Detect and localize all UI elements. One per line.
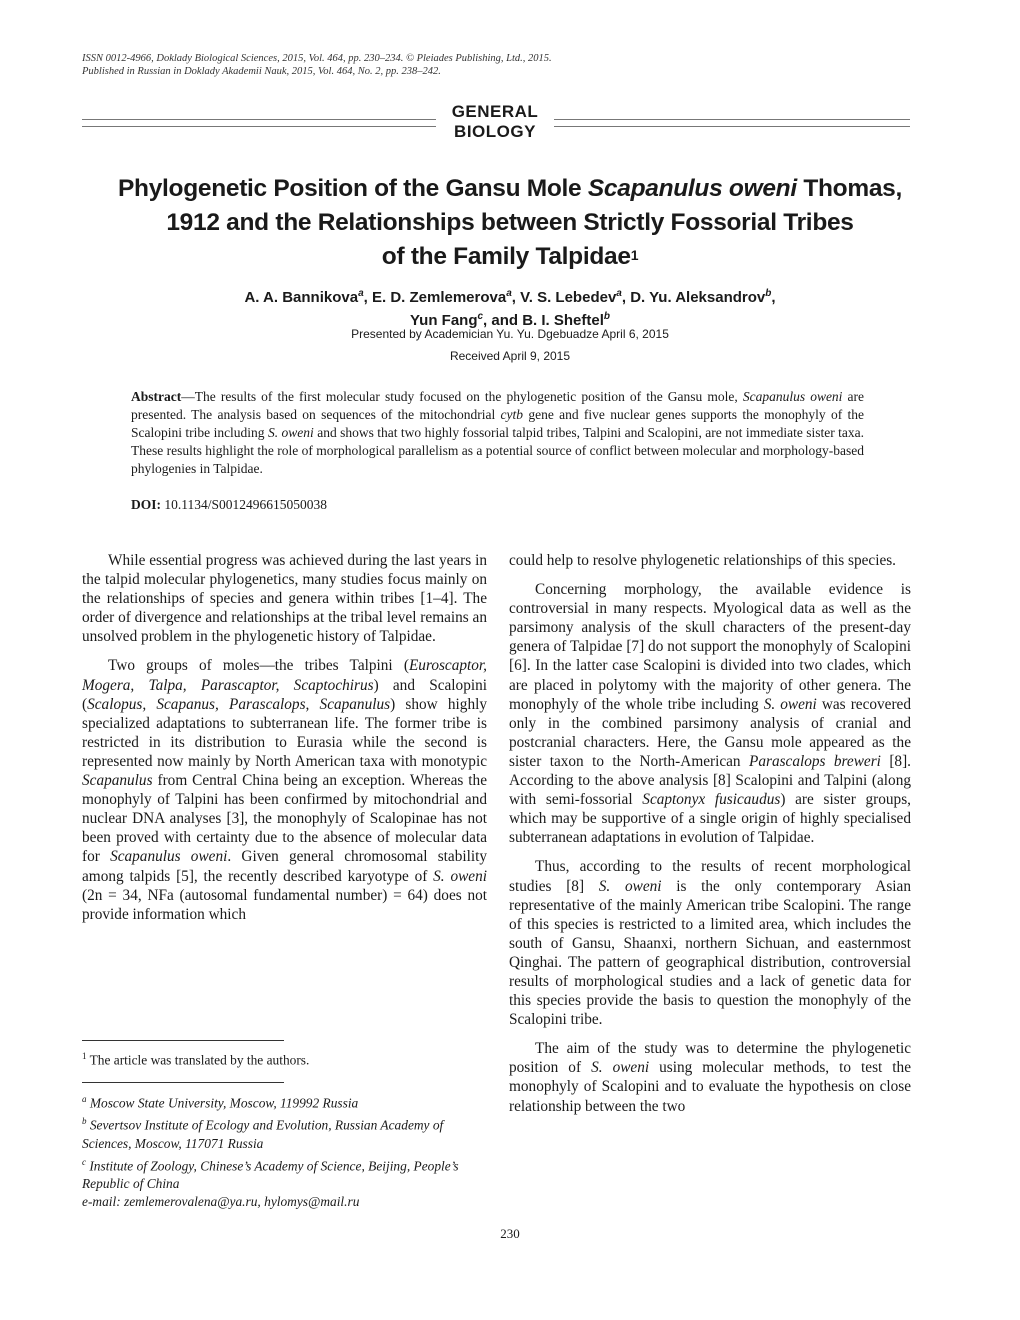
journal-header: [82, 52, 942, 78]
title-line-1: Phylogenetic Position of the Gansu Mole Scapanulus oweni Thomas,: [118, 175, 902, 202]
section-label: [442, 102, 548, 142]
section-label-line-1: GENERAL: [451, 102, 539, 121]
presented-by: Presented by Academician Yu. Yu. Dgebuadze April 6, 2015: [351, 327, 669, 341]
author: E. D. Zemlemerova$^a$,: [371, 288, 521, 306]
article-title: [60, 172, 960, 274]
author: A. A. Bannikova$^a$,: [244, 288, 372, 306]
page-number: 230: [500, 1226, 520, 1241]
body-column-right: [509, 551, 911, 1116]
author: D. Yu. Aleksandrov$^b$,: [630, 288, 776, 306]
title-line-3: of the Family Talpidae$^1$: [381, 243, 639, 270]
title-species: Scapanulus oweni: [587, 175, 797, 202]
abstract-label: Abstract: [131, 389, 182, 404]
author: Yun Fang$^c$, and: [409, 311, 523, 329]
affiliations: [82, 1090, 487, 1211]
journal-header-line-2: Published in Russian in Doklady Akademii Nauk, 2015, Vol. 464, No. 2, pp. 238–242.: [82, 66, 441, 77]
body-paragraph: The aim of the study was to determine the phylogenetic position of S. oweni using molecular methods, to test the monophyly of Scalopini and to evaluate the hypothesis on close relationship between the two: [509, 1040, 911, 1115]
section-rule-right: [554, 119, 910, 127]
section-rule-left: [82, 119, 436, 127]
title-line-2: 1912 and the Relationships between Strictly Fossorial Tribes: [166, 209, 854, 236]
author-list: [110, 284, 910, 330]
affiliation-c: $^c$ Institute of Zoology, Chinese’s Academy of Science, Beijing, People’s Republic of China: [82, 1156, 459, 1192]
contact-email[interactable]: e-mail: zemlemerovalena@ya.ru, hylomys@mail.ru: [82, 1194, 360, 1210]
body-column-left: [82, 551, 487, 924]
doi: [131, 496, 327, 514]
journal-header-line-1: ISSN 0012-4966, Doklady Biological Sciences, 2015, Vol. 464, pp. 230–234. © Pleiades Publishing, Ltd., 2015.: [82, 53, 552, 64]
section-label-line-2: BIOLOGY: [454, 122, 536, 141]
body-paragraph: Concerning morphology, the available evidence is controversial in many respects. Myological data as well as the parsimony analysis of the skull characters of the present-day genera of Talpidae [7] do not support the monophyly of Scalopini [6]. In the latter case Scalopini is divided into two clades, which are placed in polytomy with the majority of other genera. The monophyly of the whole tribe including S. oweni was recovered only in the combined parsimony analysis of cranial and postcranial characters. Here, the Gansu mole appeared as the sister taxon to the North-American Parascalops breweri [8]. According to the above analysis [8] Scalopini and Talpini (along with semi-fossorial Scaptonyx fusicaudus) are sister groups, which may be supportive of a single origin of highly specialised subterranean adaptations in evolution of Talpidae.: [509, 581, 911, 847]
received-date: Received April 9, 2015: [449, 349, 571, 363]
doi-value[interactable]: 10.1134/S0012496615050038: [161, 497, 328, 512]
body-paragraph: could help to resolve phylogenetic relationships of this species.: [509, 552, 897, 569]
author: V. S. Lebedev$^a$,: [520, 288, 631, 306]
body-paragraph: Thus, according to the results of recent morphological studies [8] S. oweni is the only contemporary Asian representative of the mainly American tribe Scalopini. The range of this species is restricted to a limited area, which includes the south of Gansu, Shaanxi, northern Sichuan, and easternmost Qinghai. The pattern of geographical distribution, controversial results of morphological studies and a lack of genetic data for this species provide the basis to question the monophyly of the Scalopini tribe.: [509, 858, 911, 1029]
translation-footnote: $^1$ The article was translated by the authors.: [82, 1051, 310, 1068]
affiliation-rule: [82, 1082, 284, 1083]
body-paragraph: Two groups of moles—the tribes Talpini (Euroscaptor, Mogera, Talpa, Parascaptor, Scaptochirus) and Scalopini (Scalopus, Scapanus, Parascalops, Scapanulus) show highly specialized adaptations to subterranean life. The former tribe is restricted in its distribution to Eurasia while the second is represented now mainly by North American taxa with monotypic Scapanulus from Central China being an exception. Whereas the monophyly of Talpini has been confirmed by mitochondrial and nuclear DNA analyses [3], the monophyly of Scalopinae has not been proved with certainty due to the absence of molecular data for Scapanulus oweni. Given general chromosomal stability among talpids [5], the recently described karyotype of S. oweni (2n = 34, NFa (autosomal fundamental number) = 64) does not provide information which: [82, 657, 487, 923]
affiliation-a: $^a$ Moscow State University, Moscow, 119992 Russia: [82, 1094, 359, 1111]
body-paragraph: While essential progress was achieved during the last years in the talpid molecular phylogenetics, many studies focus mainly on the relationships of species and genera within tribes [1–4]. The order of divergence and relationships at the tribal level remains an unsolved problem in the phylogenetic history of Talpidae.: [82, 552, 487, 646]
abstract: Abstract—The results of the first molecular study focused on the phylogenetic position of the Gansu mole, Scapanulus oweni are presented. The analysis based on sequences of the mitochondrial cytb gene and five nuclear genes supports the monophyly of the Scalopini tribe including S. oweni and shows that two highly fossorial talpid tribes, Talpini and Scalopini, are not immediate sister taxa. These results highlight the role of morphological parallelism as a potential source of conflict between molecular and morphology-based phylogenies in Talpidae.: [131, 389, 865, 476]
footnote-rule: [82, 1040, 284, 1041]
author: B. I. Sheftel$^b$: [522, 311, 611, 329]
doi-label: DOI:: [131, 497, 161, 512]
affiliation-b: $^b$ Severtsov Institute of Ecology and Evolution, Russian Academy of Sciences, Moscow, 117071 Russia: [82, 1116, 444, 1151]
title-footnote-mark: 1: [630, 247, 639, 263]
